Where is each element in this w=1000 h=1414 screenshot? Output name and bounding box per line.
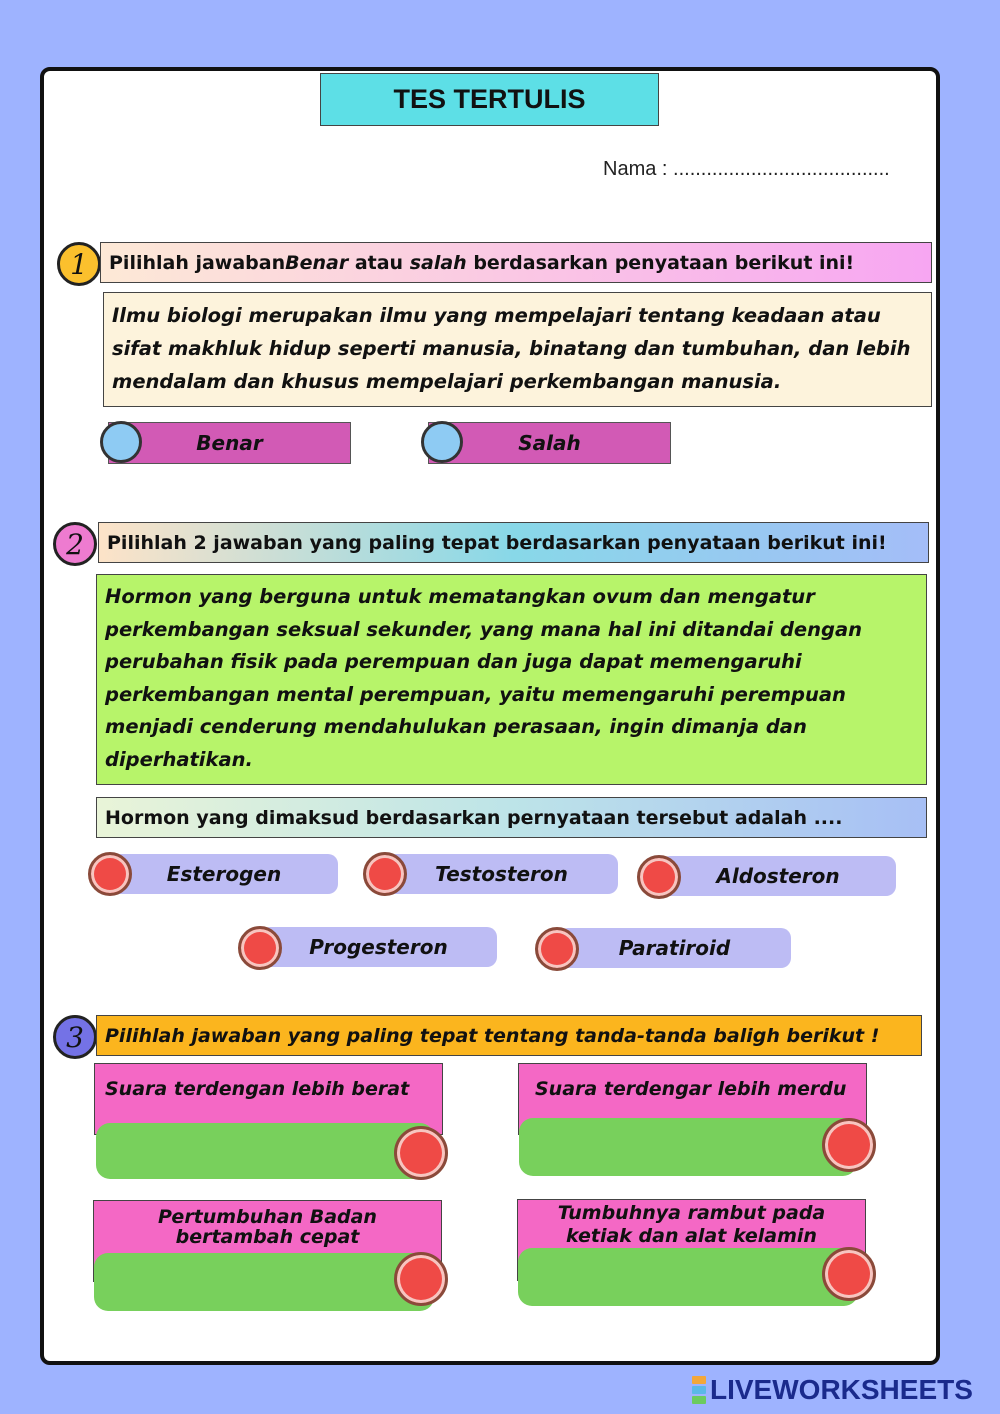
option-progesteron[interactable] [260,927,497,967]
radio-circle-icon[interactable] [238,926,282,970]
q3-option-4-select[interactable] [518,1248,858,1306]
question-2-prompt: Hormon yang dimaksud berdasarkan pernyataan tersebut adalah .... [96,797,927,838]
q3-option-1-select[interactable] [96,1123,434,1179]
question-2-statement: Hormon yang berguna untuk mematangkan ovum dan mengatur perkembangan seksual sekunder, yang mana hal ini ditandai dengan perubahan fisik pada perempuan dan juga dapat memengaruhi perkembangan mental perempuan, yaitu memengaruhi perempuan menjadi cenderung mendahulukan perasaan, ingin dimanja dan diperhatikan. [96,574,927,785]
answer-benar-label: Benar [196,431,263,455]
option-paratiroid[interactable] [558,928,791,968]
option-testosteron-label: Testosteron [435,862,568,886]
option-testosteron[interactable] [385,854,618,894]
liveworksheets-logo [692,1372,992,1408]
liveworksheets-icon [692,1375,706,1405]
radio-circle-icon[interactable] [363,852,407,896]
answer-salah-button[interactable] [428,422,671,464]
answer-benar-button[interactable] [108,422,351,464]
answer-salah-label: Salah [518,431,581,455]
q3-option-2-label: Suara terdengar lebih merdu [535,1078,847,1100]
radio-circle-icon[interactable] [822,1247,876,1301]
q1-heading-salah: salah [409,251,467,274]
radio-circle-icon[interactable] [535,927,579,971]
question-2-heading: Pilihlah 2 jawaban yang paling tepat berdasarkan penyataan berikut ini! [98,522,929,563]
radio-circle-icon[interactable] [394,1252,448,1306]
q1-heading-benar: Benar [285,251,349,274]
question-number-3: 3 [53,1015,97,1059]
question-1-heading [100,242,932,283]
radio-circle-icon[interactable] [421,421,463,463]
q3-option-2-select[interactable] [519,1118,857,1176]
page-title: TES TERTULIS [320,73,659,126]
q1-heading-text-2: atau [348,251,410,274]
radio-circle-icon[interactable] [88,852,132,896]
q1-heading-text-1: Pilihlah jawaban [109,251,286,274]
option-paratiroid-label: Paratiroid [618,936,731,960]
q3-option-3-label: Pertumbuhan Badan bertambah cepat [158,1206,377,1248]
name-field[interactable]: Nama : ....................................... [603,158,890,180]
q3-option-1-label: Suara terdengan lebih berat [105,1078,410,1100]
option-aldosteron[interactable] [660,856,896,896]
question-number-1: 1 [57,242,101,286]
radio-circle-icon[interactable] [822,1118,876,1172]
option-esterogen-label: Esterogen [166,862,282,886]
radio-circle-icon[interactable] [394,1126,448,1180]
question-3-heading: Pilihlah jawaban yang paling tepat tentang tanda-tanda baligh berikut ! [96,1015,922,1056]
radio-circle-icon[interactable] [637,855,681,899]
q1-heading-text-3: berdasarkan penyataan berikut ini! [466,251,855,274]
option-esterogen[interactable] [110,854,338,894]
brand-text: LIVEWORKSHEETS [710,1374,973,1405]
q3-option-4-label: Tumbuhnya rambut pada ketiak dan alat kelamin [557,1202,826,1247]
question-number-2: 2 [53,522,97,566]
radio-circle-icon[interactable] [100,421,142,463]
option-aldosteron-label: Aldosteron [716,864,840,888]
option-progesteron-label: Progesteron [309,935,448,959]
q3-option-3-select[interactable] [94,1253,434,1311]
question-1-statement: Ilmu biologi merupakan ilmu yang mempelajari tentang keadaan atau sifat makhluk hidup seperti manusia, binatang dan tumbuhan, dan lebih mendalam dan khusus mempelajari perkembangan manusia. [103,292,932,407]
